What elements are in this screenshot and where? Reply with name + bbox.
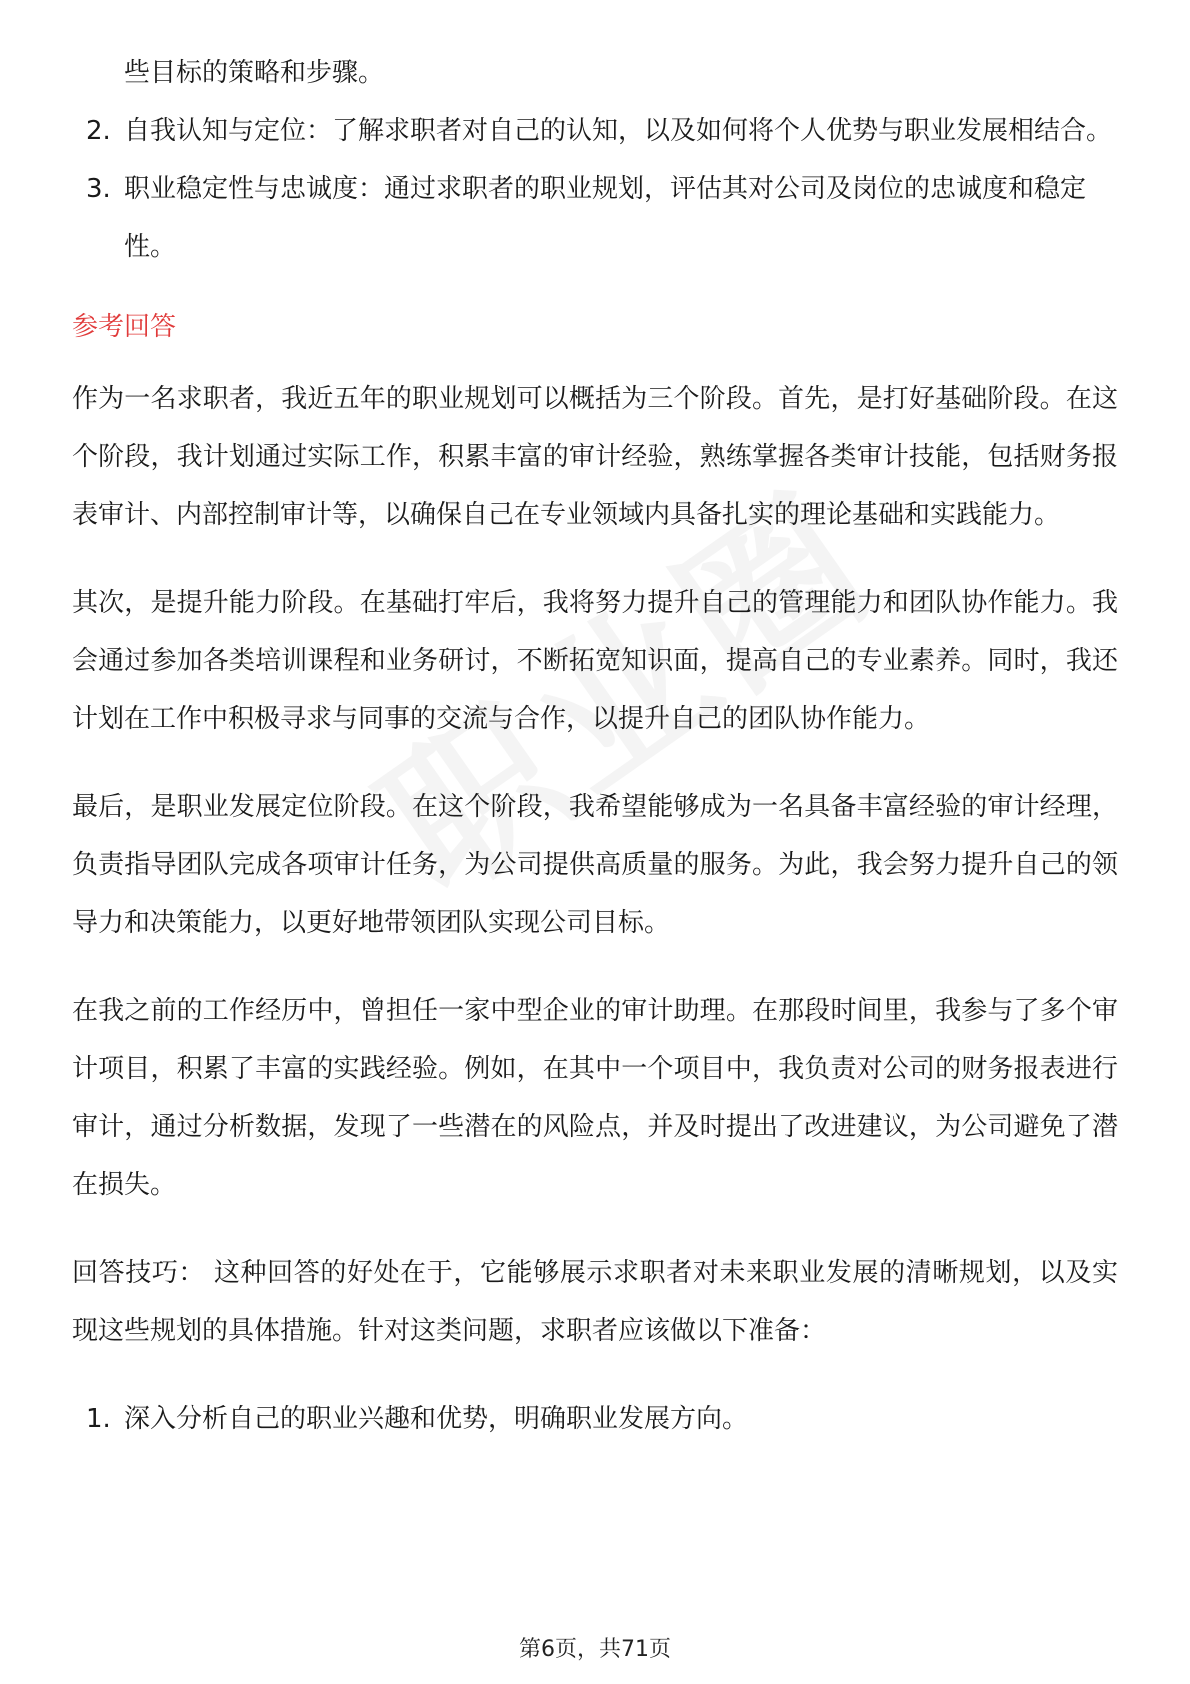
list-item [72,160,1118,276]
criteria-list [72,102,1118,276]
answer-paragraph: 最后，是职业发展定位阶段。在这个阶段，我希望能够成为一名具备丰富经验的审计经理，负责指导团队完成各项审计任务，为公司提供高质量的服务。为此，我会努力提升自己的领导力和决策能力，以更好地带领团队实现公司目标。 [72,792,1118,938]
page-footer: 第6页，共71页 [519,1637,671,1662]
section-heading: 参考回答 [72,312,177,342]
tips-label: 回答技巧： [72,1258,206,1288]
list-text: 自我认知与定位：了解求职者对自己的认知，以及如何将个人优势与职业发展相结合。 [124,116,1113,146]
tips-paragraph [72,1244,1118,1360]
list-text: 深入分析自己的职业兴趣和优势，明确职业发展方向。 [124,1404,749,1434]
answer-paragraph: 作为一名求职者，我近五年的职业规划可以概括为三个阶段。首先，是打好基础阶段。在这个阶段，我计划通过实际工作，积累丰富的审计经验，熟练掌握各类审计技能，包括财务报表审计、内部控制审计等，以确保自己在专业领域内具备扎实的理论基础和实践能力。 [72,384,1118,530]
continued-text: 些目标的策略和步骤。 [124,58,385,88]
list-number: 1. [86,1404,111,1434]
answer-paragraph: 在我之前的工作经历中，曾担任一家中型企业的审计助理。在那段时间里，我参与了多个审计项目，积累了丰富的实践经验。例如，在其中一个项目中，我负责对公司的财务报表进行审计，通过分析数据，发现了一些潜在的风险点，并及时提出了改进建议，为公司避免了潜在损失。 [72,996,1118,1200]
document-content [72,44,1118,1448]
list-text: 职业稳定性与忠诚度：通过求职者的职业规划，评估其对公司及岗位的忠诚度和稳定性。 [124,174,1087,262]
list-item [72,1390,1118,1448]
list-number: 2. [86,116,111,146]
tips-text: 这种回答的好处在于，它能够展示求职者对未来职业发展的清晰规划，以及实现这些规划的具体措施。针对这类问题，求职者应该做以下准备： [72,1258,1118,1346]
answer-paragraph: 其次，是提升能力阶段。在基础打牢后，我将努力提升自己的管理能力和团队协作能力。我会通过参加各类培训课程和业务研讨，不断拓宽知识面，提高自己的专业素养。同时，我还计划在工作中积极寻求与同事的交流与合作，以提升自己的团队协作能力。 [72,588,1118,734]
tips-list [72,1390,1118,1448]
list-number: 3. [86,174,111,204]
list-item [72,102,1118,160]
